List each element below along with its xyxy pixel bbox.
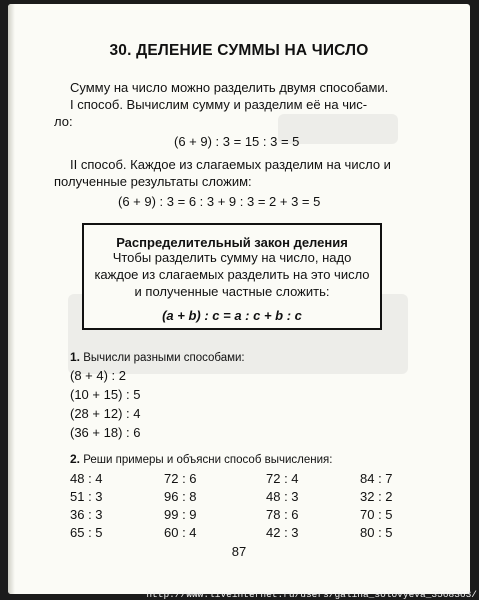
task2-item: 72 : 4 — [266, 471, 299, 486]
rule-box — [82, 223, 382, 330]
task2-item: 32 : 2 — [360, 489, 393, 504]
method2-formula: (6 + 9) : 3 = 6 : 3 + 9 : 3 = 2 + 3 = 5 — [118, 194, 321, 209]
watermark-url: http://www.liveinternet.ru/users/galina_solovyeva_3568363/ — [146, 589, 477, 600]
task2-item: 96 : 8 — [164, 489, 197, 504]
method1-line2: ло: — [54, 114, 73, 129]
task2-text: Реши примеры и объясни способ вычисления: — [83, 454, 333, 466]
task2-item: 72 : 6 — [164, 471, 197, 486]
task1-item: (28 + 12) : 4 — [70, 406, 141, 421]
task2-heading — [70, 452, 332, 466]
task2-item: 80 : 5 — [360, 525, 393, 540]
task2-item: 60 : 4 — [164, 525, 197, 540]
intro-text: Сумму на число можно разделить двумя способами. — [70, 80, 389, 95]
task1-item: (36 + 18) : 6 — [70, 425, 141, 440]
task2-item: 42 : 3 — [266, 525, 299, 540]
task2-item: 84 : 7 — [360, 471, 393, 486]
rule-line: и полученные частные сложить: — [134, 284, 330, 299]
textbook-page — [8, 4, 470, 594]
page-number: 87 — [231, 544, 247, 559]
task2-item: 48 : 3 — [266, 489, 299, 504]
method2-line1: II способ. Каждое из слагаемых разделим на число и — [70, 157, 391, 172]
task1-text: Вычисли разными способами: — [83, 352, 245, 364]
task2-item: 48 : 4 — [70, 471, 103, 486]
task1-item: (10 + 15) : 5 — [70, 387, 141, 402]
method2-line2: полученные результаты сложим: — [54, 174, 252, 189]
task2-item: 78 : 6 — [266, 507, 299, 522]
method1-formula: (6 + 9) : 3 = 15 : 3 = 5 — [174, 134, 300, 149]
task2-item: 51 : 3 — [70, 489, 103, 504]
rule-line: Чтобы разделить сумму на число, надо — [112, 250, 352, 265]
task2-item: 99 : 9 — [164, 507, 197, 522]
page-crease — [8, 4, 15, 594]
rule-line: каждое из слагаемых разделить на это число — [94, 267, 370, 282]
rule-formula: (a + b) : c = a : c + b : c — [162, 308, 302, 323]
rule-title: Распределительный закон деления — [116, 235, 348, 250]
task2-item: 65 : 5 — [70, 525, 103, 540]
task1-item: (8 + 4) : 2 — [70, 368, 126, 383]
task2-item: 36 : 3 — [70, 507, 103, 522]
task1-heading — [70, 350, 245, 364]
task2-item: 70 : 5 — [360, 507, 393, 522]
method1-line1: I способ. Вычислим сумму и разделим её на чис- — [70, 97, 368, 112]
task2-number: 2. — [70, 452, 81, 466]
task1-number: 1. — [70, 350, 81, 364]
lesson-title: 30. ДЕЛЕНИЕ СУММЫ НА ЧИСЛО — [109, 42, 369, 59]
